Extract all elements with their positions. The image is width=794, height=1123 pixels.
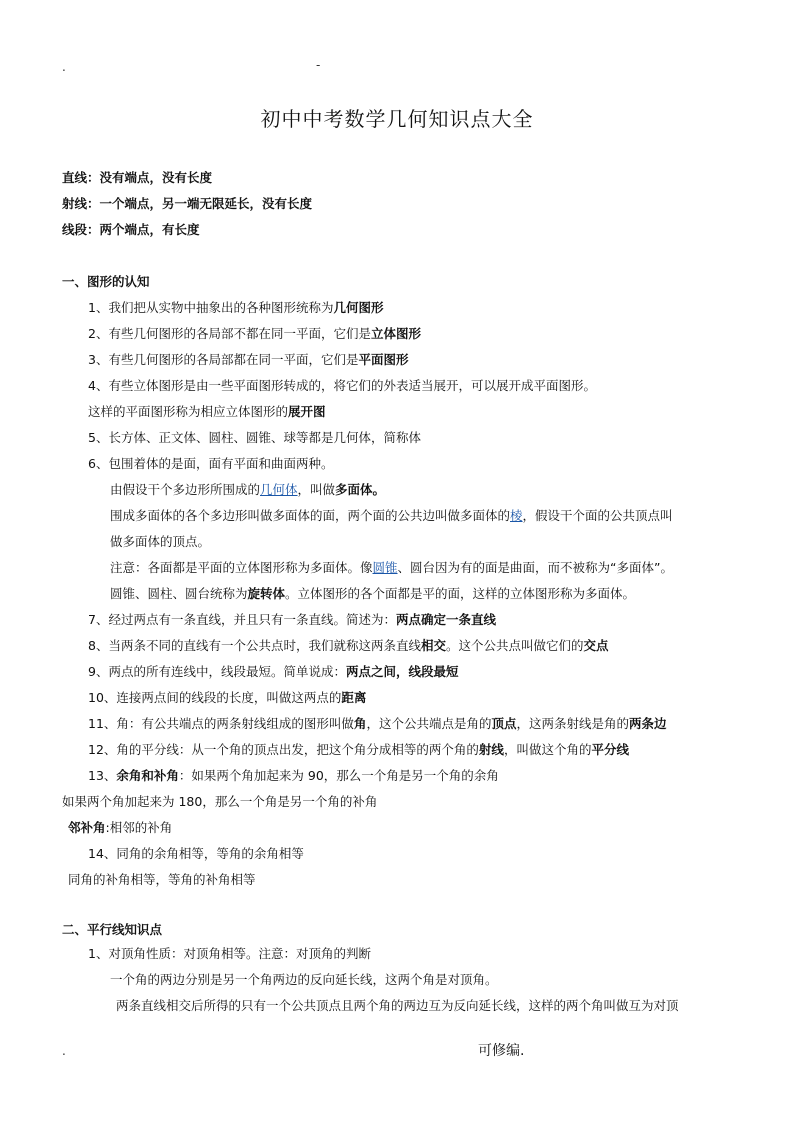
text: 4、有些立体图形是由一些平面图形转成的，将它们的外表适当展开，可以展开成平面图形。 [88, 378, 596, 393]
s1-item-6-rotation [110, 586, 635, 602]
text: 这样的平面图形称为相应立体图形的 [88, 404, 289, 419]
text: 9、两点的所有连线中，线段最短。简单说成： [88, 664, 346, 679]
section1-heading: 一、图形的认知 [62, 274, 150, 289]
text: 注意：各面都是平面的立体图形称为多面体。像 [110, 560, 373, 575]
bold-term: 两点确定一条直线 [395, 612, 496, 627]
s1-item-10 [88, 690, 366, 706]
text: 8、当两条不同的直线有一个公共点时，我们就称这两条直线 [88, 638, 421, 653]
footer-editable-note: 可修编. [478, 1043, 525, 1059]
page-title: 初中中考数学几何知识点大全 [260, 107, 534, 131]
text: 。立体图形的各个面都是平的面，这样的立体图形称为多面体。 [285, 586, 636, 601]
s1-adjacent-supplementary [68, 820, 172, 836]
s1-item-6-note [110, 560, 673, 576]
text: 12、角的平分线：从一个角的顶点出发，把这个角分成相等的两个角的 [88, 742, 479, 757]
bold-term: 距离 [341, 690, 367, 705]
text: 如果两个角加起来为 180，那么一个角是另一个角的补角 [62, 794, 378, 809]
def-ray: 射线：一个端点，另一端无限延长，没有长度 [62, 196, 313, 211]
text: 10、连接两点间的线段的长度，叫做这两点的 [88, 690, 342, 705]
text: 围成多面体的各个多边形叫做多面体的面，两个面的公共边叫做多面体的 [110, 508, 511, 523]
header-dash: - [316, 58, 321, 72]
def-line-straight: 直线：没有端点，没有长度 [62, 170, 213, 185]
bold-term: 交点 [583, 638, 609, 653]
bold-term: 余角和补角 [116, 768, 179, 783]
text: 两条直线相交后所得的只有一个公共顶点且两个角的两边互为反向延长线，这样的两个角叫做互为对顶 [116, 998, 679, 1013]
text: 13、 [88, 768, 117, 783]
s1-item-9 [88, 664, 458, 680]
bold-term: 立体图形 [370, 326, 421, 341]
s1-item-3 [88, 352, 408, 368]
bold-term: 邻补角 [68, 820, 106, 835]
s1-item-1 [88, 300, 383, 316]
header-dot-left: . [62, 60, 66, 74]
s1-item-4-cont [88, 404, 326, 420]
s1-item-13 [88, 768, 499, 784]
text: :相邻的补角 [105, 820, 173, 835]
bold-term: 展开图 [288, 404, 326, 419]
text: 做多面体的顶点。 [110, 534, 211, 549]
text: ，这两条射线是角的 [516, 716, 629, 731]
s1-item-14-cont [68, 872, 256, 888]
s2-item-1-cont [116, 998, 679, 1014]
s1-item-6-faces-cont [110, 534, 210, 550]
text: ，叫做这个角的 [503, 742, 592, 757]
link-edge[interactable]: 棱 [510, 508, 523, 523]
bold-term: 几何图形 [333, 300, 384, 315]
text: 3、有些几何图形的各局部都在同一平面，它们是 [88, 352, 359, 367]
s1-item-7 [88, 612, 496, 628]
text: 1、我们把从实物中抽象出的各种图形统称为 [88, 300, 334, 315]
bold-term: 两点之间，线段最短 [345, 664, 459, 679]
text: ：如果两个角加起来为 90，那么一个角是另一个角的余角 [178, 768, 499, 783]
bold-term: 多面体。 [335, 482, 386, 497]
bold-term: 两条边 [628, 716, 667, 731]
text: 圆锥、圆柱、圆台统称为 [110, 586, 248, 601]
s1-item-5 [88, 430, 421, 446]
text: 7、经过两点有一条直线，并且只有一条直线。简述为： [88, 612, 396, 627]
text: 11、角：有公共端点的两条射线组成的图形叫做 [88, 716, 354, 731]
footer-dot: . [62, 1044, 66, 1058]
bold-term: 射线 [478, 742, 504, 757]
bold-term: 相交 [420, 638, 446, 653]
def-segment: 线段：两个端点，有长度 [62, 222, 200, 237]
text: 。这个公共点叫做它们的 [445, 638, 584, 653]
bold-term: 平分线 [591, 742, 629, 757]
s1-item-13-cont [62, 794, 377, 810]
s1-item-14 [88, 846, 304, 862]
s1-item-6-faces [110, 508, 673, 524]
text: ，假设干个面的公共顶点叫 [522, 508, 673, 523]
link-cone[interactable]: 圆锥 [372, 560, 398, 575]
s2-item-1-def [110, 972, 498, 988]
text: ，这个公共端点是角的 [366, 716, 492, 731]
bold-term: 旋转体 [247, 586, 286, 601]
s1-item-2 [88, 326, 421, 342]
s1-item-6 [88, 456, 333, 472]
link-geometric-body[interactable]: 几何体 [260, 482, 298, 497]
s1-item-4 [88, 378, 596, 394]
s1-item-8 [88, 638, 609, 654]
s1-item-12 [88, 742, 629, 758]
s2-item-1 [88, 946, 371, 962]
text: 2、有些几何图形的各局部不都在同一平面，它们是 [88, 326, 371, 341]
text: 1、对顶角性质：对顶角相等。注意：对顶角的判断 [88, 946, 371, 961]
text: 14、同角的余角相等，等角的余角相等 [88, 846, 304, 861]
text: ，叫做 [297, 482, 336, 497]
text: 、圆台因为有的面是曲面，而不被称为“多面体”。 [397, 560, 673, 575]
bold-term: 平面图形 [358, 352, 409, 367]
section2-heading: 二、平行线知识点 [62, 922, 163, 937]
text: 5、长方体、正文体、圆柱、圆锥、球等都是几何体，简称体 [88, 430, 421, 445]
s1-item-11 [88, 716, 667, 732]
text: 6、包围着体的是面，面有平面和曲面两种。 [88, 456, 334, 471]
text: 由假设干个多边形所围成的 [110, 482, 261, 497]
text: 同角的补角相等，等角的补角相等 [68, 872, 256, 887]
bold-term: 顶点 [491, 716, 517, 731]
bold-term: 角 [353, 716, 367, 731]
text: 一个角的两边分别是另一个角两边的反向延长线，这两个角是对顶角。 [110, 972, 498, 987]
s1-item-6-polyhedron [110, 482, 385, 498]
